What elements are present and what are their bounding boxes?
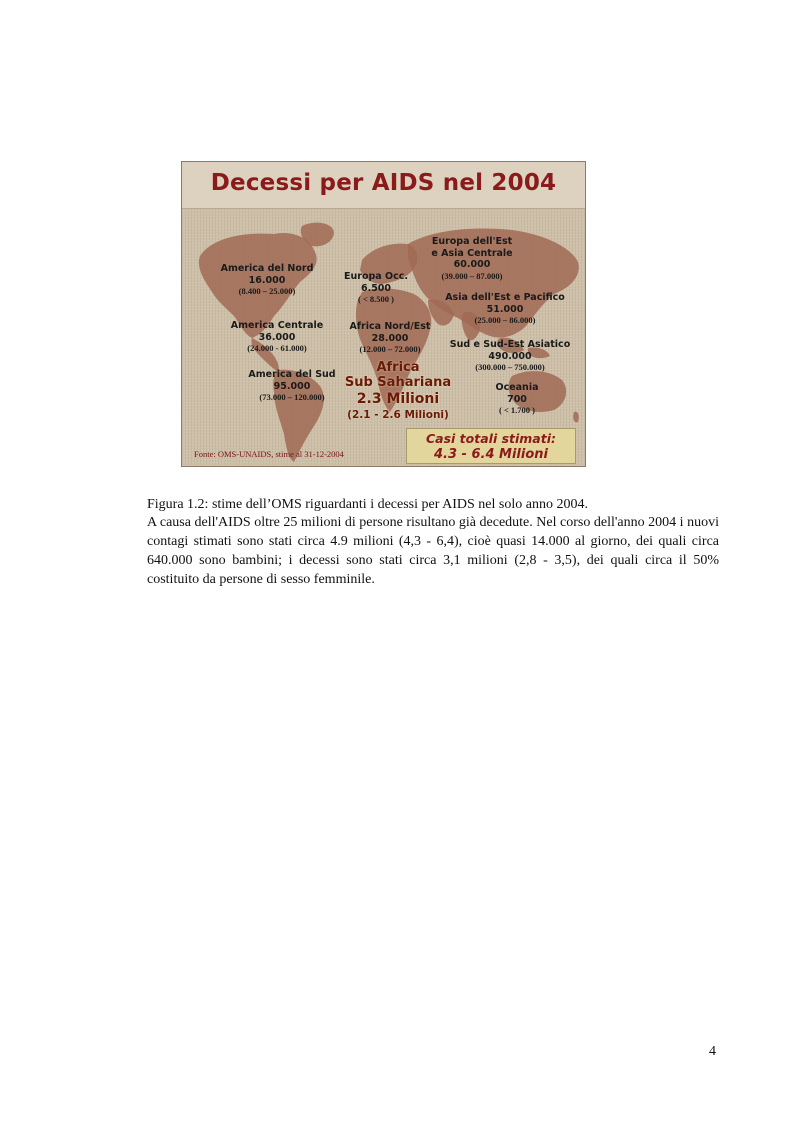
figure-title: Decessi per AIDS nel 2004 [210, 170, 557, 196]
page-number: 4 [709, 1044, 716, 1059]
region-label-africa-nord-est: Africa Nord/Est 28.000 (12.000 – 72.000) [349, 321, 431, 354]
body-paragraph: A causa dell'AIDS oltre 25 milioni di persone risultano già decedute. Nel corso dell'anno 2004 i nuovi contagi stimati sono stati circa 4.9 milioni (4,3 - 6,4), cioè quasi 14.000 al giorno, dei quali circa 640.000 sono bambini; i decessi sono stati circa 3,1 milioni (2,8 - 3,5), dei quali circa il 50% costituito da persone di sesso femminile. [147, 515, 719, 587]
region-label-europa-est-asia-centrale: Europa dell'Est e Asia Centrale 60.000 (39.000 – 87.000) [431, 236, 513, 281]
region-label-oceania: Oceania 700 ( < 1.700 ) [495, 382, 539, 415]
map-new-zealand [573, 412, 579, 423]
region-label-africa-sub-sahariana: Africa Sub Sahariana 2.3 Milioni (2.1 - 2.6 Milioni) [344, 360, 452, 421]
region-label-asia-est-pacifico: Asia dell'Est e Pacifico 51.000 (25.000 – 86.000) [445, 292, 565, 325]
region-label-sud-sud-est-asiatico: Sud e Sud-Est Asiatico 490.000 (300.000 – 750.000) [449, 339, 571, 372]
region-label-america-nord: America del Nord 16.000 (8.400 – 25.000) [220, 263, 314, 296]
figure-source: Fonte: OMS-UNAIDS, stime al 31-12-2004 [194, 449, 344, 459]
total-cases-box: Casi totali stimati: 4.3 - 6.4 Milioni [406, 428, 576, 464]
figure-title-band [182, 162, 585, 209]
region-label-europa-occ: Europa Occ. 6.500 ( < 8.500 ) [344, 271, 408, 304]
aids-deaths-figure [181, 161, 586, 467]
figure-caption: Figura 1.2: stime dell’OMS riguardanti i decessi per AIDS nel solo anno 2004. [147, 497, 588, 512]
region-label-america-centrale: America Centrale 36.000 (24.000 - 61.000) [230, 320, 324, 353]
region-label-america-sud: America del Sud 95.000 (73.000 – 120.000) [248, 369, 336, 402]
